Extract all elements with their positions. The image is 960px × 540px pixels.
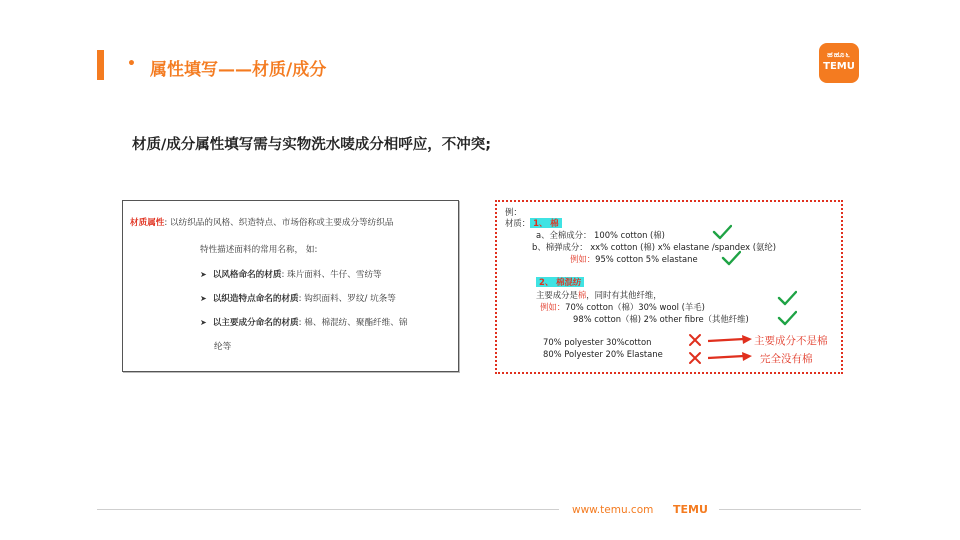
example-prefix: 例如： [570, 254, 596, 264]
arrow-right-icon [708, 352, 752, 362]
definition-text: : 以纺织品的风格、织造特点、市场俗称或主要成分等纺织品 [164, 218, 394, 228]
note-no-cotton: 完全没有棉 [760, 353, 813, 365]
item-rest: : 珠片面料、牛仔、雪纺等 [281, 270, 382, 280]
section-cotton-heading: 1、 棉 [530, 218, 562, 228]
item-bold-label: 以风格命名的材质 [212, 270, 282, 280]
example-value: 70% cotton（棉）30% wool (羊毛) [565, 302, 705, 312]
definition-item-composition [200, 316, 407, 328]
footer-url: www.temu.com [572, 504, 654, 516]
material-attribute-label: 材质属性 [130, 218, 165, 228]
cross-icon [688, 333, 702, 347]
footer-divider-right [719, 509, 861, 510]
arrow-right-icon [708, 335, 752, 345]
item-rest: : 棉、棉混纺、聚酯纤维、锦 [298, 318, 408, 328]
definition-item-weave [200, 292, 396, 304]
definition-line-last: 纶等 [214, 342, 232, 352]
blend-example-line-2: 98% cotton（棉) 2% other fibre（其他纤维) [573, 314, 749, 324]
blend-main-prefix: 主要成分是 [536, 290, 578, 300]
wrong-example-1: 70% polyester 30%cotton [543, 337, 652, 347]
blend-main-line [536, 289, 662, 301]
item-bold-label: 以织造特点命名的材质 [212, 294, 299, 304]
title-accent-bar [97, 50, 104, 80]
subtitle-statement: 材质/成分属性填写需与实物洗水唛成分相呼应，不冲突; [132, 137, 492, 153]
section-blend-heading: 2、 棉混纺 [536, 277, 584, 287]
section-blend-row [536, 276, 584, 288]
check-icon [777, 310, 797, 326]
blend-main-cotton: 棉 [577, 290, 587, 300]
material-label: 材质： [505, 218, 531, 228]
blend-main-suffix: ，同时有其他纤维， [586, 290, 662, 300]
footer-brand: TEMU [673, 503, 708, 516]
example-material-row [505, 217, 562, 229]
cotton-example-line [570, 253, 698, 265]
note-not-main-cotton: 主要成分不是棉 [754, 335, 828, 347]
definition-item-style [200, 268, 382, 280]
footer-divider-left [97, 509, 559, 510]
definition-line-2: 特性描述面料的常用名称， 如: [200, 245, 318, 255]
temu-logo [819, 43, 859, 83]
example-value: 95% cotton 5% elastane [595, 254, 698, 264]
page-title: 属性填写——材质/成分 [150, 60, 327, 80]
arrow-bullet-icon: ➤ [200, 294, 207, 303]
check-icon [721, 250, 741, 266]
item-bold-label: 以主要成分命名的材质 [212, 318, 299, 328]
logo-text: TEMU [823, 61, 855, 72]
arrow-bullet-icon: ➤ [200, 318, 207, 327]
check-icon [777, 290, 797, 306]
logo-glyphs: ಹಹೂ೬ [827, 50, 851, 59]
blend-example-line-1 [540, 301, 705, 313]
definition-line-1 [130, 216, 393, 228]
pure-cotton-line: a、全棉成分： 100% cotton (棉) [536, 230, 665, 240]
cross-icon [688, 351, 702, 365]
wrong-example-2: 80% Polyester 20% Elastane [543, 349, 663, 359]
example-prefix: 例如： [540, 302, 566, 312]
title-bullet: • [127, 56, 136, 72]
item-rest: : 钩织面料、罗纹/ 坑条等 [298, 294, 396, 304]
example-label: 例： [505, 207, 522, 217]
check-icon [712, 224, 732, 240]
cotton-elastane-line: b、棉弹成分： xx% cotton (棉) x% elastane /spandex (氨纶) [532, 242, 776, 252]
arrow-bullet-icon: ➤ [200, 270, 207, 279]
